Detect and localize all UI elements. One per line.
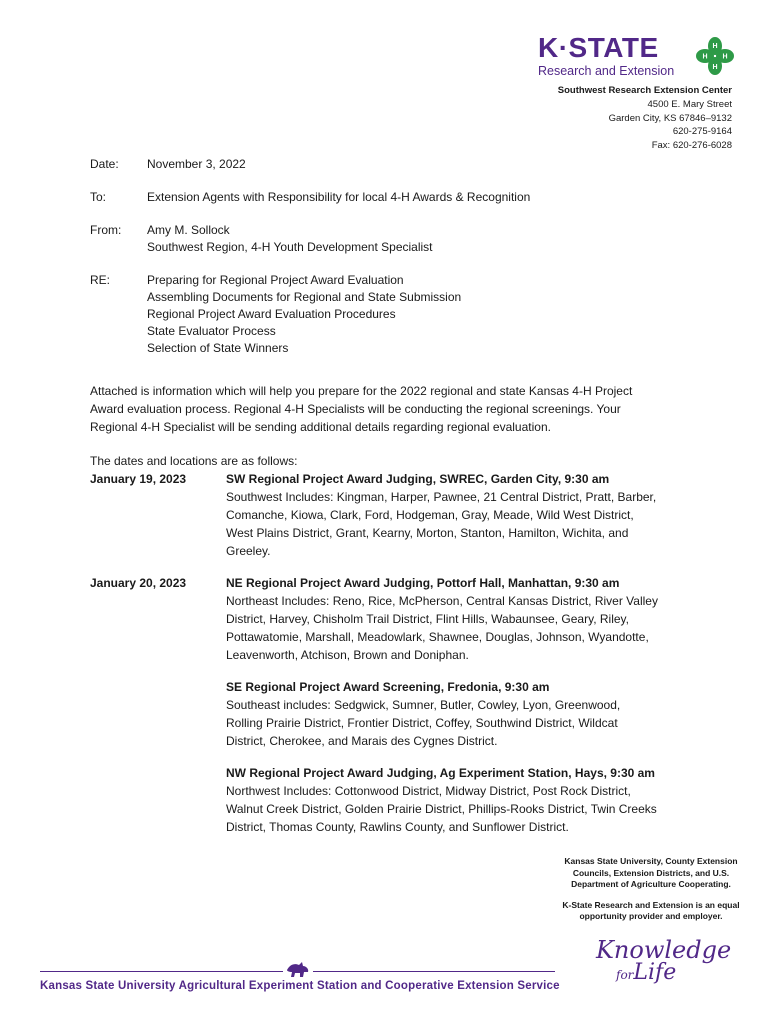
coop-line: Department of Agriculture Cooperating.	[571, 879, 731, 889]
svg-text:H: H	[722, 53, 728, 61]
from-label: From:	[90, 223, 122, 237]
from-name: Amy M. Sollock	[147, 223, 230, 237]
cooperation-statement	[556, 856, 746, 932]
ne-counties-line: Leavenworth, Atchison, Brown and Doniphan.	[226, 648, 469, 662]
kstate-logo	[538, 34, 738, 80]
service-line: Kansas State University Agricultural Experiment Station and Cooperative Extension Service	[40, 980, 560, 992]
fax-number: Fax: 620-276-6028	[651, 140, 732, 152]
sw-counties-line: West Plains District, Grant, Kearny, Morton, Stanton, Hamilton, Wichita, and	[226, 526, 629, 540]
ne-region-block	[226, 574, 696, 664]
intro-line: Regional 4-H Specialist will be sending additional details regarding regional evaluation.	[90, 420, 551, 434]
from-title: Southwest Region, 4-H Youth Development Specialist	[147, 240, 433, 254]
street-address: 4500 E. Mary Street	[647, 98, 732, 110]
equal-opportunity-line: K-State Research and Extension is an equal	[562, 899, 740, 910]
kfl-for: for	[616, 968, 634, 982]
city-state-zip: Garden City, KS 67846–9132	[608, 112, 732, 124]
ne-counties-line: District, Harvey, Chisholm Trail District, Flint Hills, Wabaunsee, Geary, Riley,	[226, 612, 629, 626]
re-label: RE:	[90, 273, 111, 287]
memo-header	[90, 156, 530, 373]
svg-text:H: H	[712, 43, 718, 50]
re-item: Regional Project Award Evaluation Procedures	[147, 307, 396, 321]
ne-counties-line: Northeast Includes: Reno, Rice, McPherson, Central Kansas District, River Valley	[226, 594, 658, 608]
memo-from-row	[90, 222, 530, 256]
to-value: Extension Agents with Responsibility for local 4-H Awards & Recognition	[147, 190, 531, 204]
kfl-life: Life	[633, 960, 677, 985]
se-counties-line: District, Cherokee, and Marais des Cygnes District.	[226, 734, 498, 748]
intro-line: Attached is information which will help you prepare for the 2022 regional and state Kansas 4-H Project	[90, 384, 633, 398]
footer-rule-left	[40, 971, 283, 972]
to-label: To:	[90, 190, 107, 204]
se-region-heading: SE Regional Project Award Screening, Fredonia, 9:30 am	[226, 680, 550, 694]
schedule-date-1: January 19, 2023	[90, 472, 187, 486]
se-region-block	[226, 678, 696, 750]
re-item: Preparing for Regional Project Award Evaluation	[147, 273, 404, 287]
equal-opportunity-line: opportunity provider and employer.	[579, 911, 723, 921]
knowledge-for-life-logo	[596, 938, 731, 986]
coop-line: Councils, Extension Districts, and U.S.	[572, 867, 730, 878]
nw-region-block	[226, 764, 696, 836]
schedule-date-2: January 20, 2023	[90, 576, 187, 590]
svg-text:H: H	[712, 64, 718, 71]
re-item: Selection of State Winners	[147, 341, 289, 355]
sw-counties-line: Comanche, Kiowa, Clark, Ford, Hodgeman, Gray, Meade, Wild West District,	[226, 508, 634, 522]
address-block	[558, 84, 732, 153]
logo-subtitle: Research and Extension	[538, 64, 675, 78]
memo-to-row	[90, 189, 530, 206]
ne-region-heading: NE Regional Project Award Judging, Pottorf Hall, Manhattan, 9:30 am	[226, 576, 620, 590]
intro-line: Award evaluation process. Regional 4-H Specialists will be conducting the regional screenings. Your	[90, 402, 621, 416]
se-counties-line: Southeast includes: Sedgwick, Sumner, Butler, Cowley, Lyon, Greenwood,	[226, 698, 621, 712]
date-value: November 3, 2022	[147, 157, 246, 171]
nw-region-heading: NW Regional Project Award Judging, Ag Experiment Station, Hays, 9:30 am	[226, 766, 655, 780]
coop-line: Kansas State University, County Extension	[564, 856, 738, 866]
footer-rule-right	[313, 971, 555, 972]
phone-number: 620-275-9164	[672, 126, 732, 138]
ne-counties-line: Pottawatomie, Marshall, Meadowlark, Shawnee, Douglas, Johnson, Wyandotte,	[226, 630, 649, 644]
re-item: Assembling Documents for Regional and State Submission	[147, 290, 462, 304]
sw-counties-line: Greeley.	[226, 544, 271, 558]
intro-paragraph	[90, 382, 690, 436]
4h-clover-icon	[695, 36, 735, 76]
wildcat-icon	[286, 961, 310, 979]
dates-intro: The dates and locations are as follows:	[90, 454, 298, 468]
sw-region-block	[226, 470, 696, 560]
sw-region-heading: SW Regional Project Award Judging, SWREC, Garden City, 9:30 am	[226, 472, 610, 486]
schedule	[90, 452, 690, 834]
memo-date-row	[90, 156, 530, 173]
se-counties-line: Rolling Prairie District, Frontier District, Coffey, Southwind District, Wildcat	[226, 716, 618, 730]
nw-counties-line: Northwest Includes: Cottonwood District, Midway District, Post Rock District,	[226, 784, 631, 798]
nw-counties-line: District, Thomas County, Rawlins County, and Sunflower District.	[226, 820, 569, 834]
nw-counties-line: Walnut Creek District, Golden Prairie District, Phillips-Rooks District, Twin Creeks	[226, 802, 657, 816]
center-name: Southwest Research Extension Center	[557, 85, 732, 96]
sw-counties-line: Southwest Includes: Kingman, Harper, Pawnee, 21 Central District, Pratt, Barber,	[226, 490, 657, 504]
logo-title: K·STATE	[538, 32, 659, 63]
date-label: Date:	[90, 157, 119, 171]
re-item: State Evaluator Process	[147, 324, 276, 338]
kfl-knowledge: Knowledge	[596, 936, 732, 964]
svg-text:H: H	[702, 53, 708, 61]
memo-re-row	[90, 272, 530, 357]
